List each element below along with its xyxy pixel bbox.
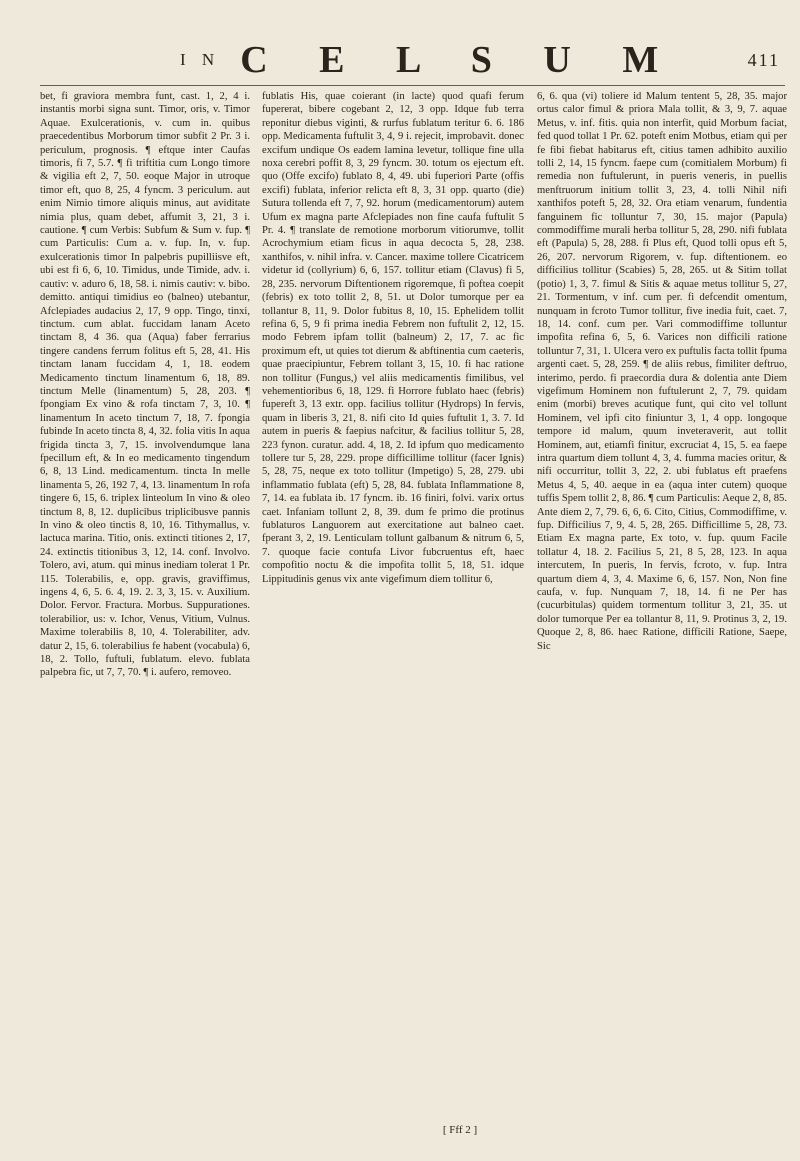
column-text: bet, fi graviora membra funt, cast. 1, 2, 4 i. instantis morbi signa sunt. Timor, oris, v. Timor Aquae. Exulcerationis, v. cum in. quibus praecedentibus Morborum timor subfit 2 Pr. 3 i. periculum, prognosis. ¶ eftque inter Caufas timoris, fi 7, 5.7. ¶ fi triftitia cum Longo timore & vigilia eft 2, 7, 50. eoque Major in utroque timor eft, quo 8, 25, 4 fyncm. 3 periculum. aut enim Nimio timore aliquis minus, aut aviditate nimia plus, quam debet, affumit 3, 21, 3 i. cautione. ¶ cum Verbis: Subfum & Sum v. fup. ¶ cum Particulis: Cum a. v. fup. In, v. fup. exulcerationis timor In palpebris pupilliisve eft, ubi est fi 6, 6, 10. Timidus, unde Timide, adv. i. cautiv: v. aduro 6, 18, 58. i. nimis cautiv: v. bibo. demitto. antiqui timidius eo (balneo) utebantur, Afclepiades audacius 2, 17, 9 opp. Tingo, tinxi, tinctum. cum ablat. fuccidam lanam Aceto tinctam 8, 4 36. qua (Aqua) faber ferrarius tingere candens ferrum folitus eft 5, 28, 41. His tinctam lanam fuccidam 4, 1, 18. eodem Medicamento tinctum linamentum 6, 18, 89. tinctum Melle (linamentum) 5, 28, 203. ¶ fpongiam Ex vino & rofa tinctam 7, 3, 10. ¶ linamentum In aceto tinctum 7, 18, 7. fpongia fubinde In aceto tincta 8, 4, 32. folia vitis In aqua frigida tincta 3, 7, 15. involvendumque lana fpecillum eft, & In eo medicamento tingendum 6, 8, 13 Lind. medicamentum. tincta In melle linamenta 5, 26, 192 7, 4, 13. linamentum In rofa tingere 6, 15, 6. triplex linteolum In vino & oleo tinctum 8, 8, 12. duplicibus triplicibusve pannis In vino & oleo tinctis 8, 10, 16. Tithymallus, v. lactuca marina. Titio, onis. extincti titiones 2, 17, 24. extinctis titionibus 3, 12, 14. conf. Involvo. Tolero, avi, atum. qui minus inediam tolerat 1 Pr. 115. Tolerabilis, e, opp. gravis, graviffimus, ingens 4, 6, 5. 6. 4, 19. 2. 3, 3, 15. v. Auxilium. Dolor. Fervor. Fractura. Morbus. Suppurationes. tolerabilior, us: v. Ichor, Venus, Vitium, Vulnus. Maxime tolerabilis 8, 10, 4. Tolerabiliter, adv. datur 2, 15, 6. tolerabilius fe habent (vocabula) 6, 18, 2. Tollo, fuftuli, fublatum. elevo. fublata palpebra fic, ut 7, 7, 70. ¶ i. aufero, removeo. (40, 91, 250, 679)
header-rule (40, 85, 785, 86)
text-column-left (40, 90, 250, 1145)
signature-mark: [ Fff 2 ] (442, 1124, 478, 1136)
column-text: fublatis His, quae coierant (in lacte) quod quafi ferum fupererat, bibere cogebant 2, 12, 3 opp. Idque fub terra reponitur diebus viginti, & rurfus fublatum teritur 6. 6. 186 opp. Medicamenta fuftulit 3, 4, 9 i. rejecit, improbavit. donec excifum undique Os eadem lamina levetur, tollique fine ulla noxa cerebri poffit 8, 3, 29 fyncm. 30. totum os ejectum eft. quo (Offe excifo) fublato 8, 4, 49. ubi fuperiori Parte (offis excifi) fublata, inferior relicta eft 8, 3, 31 opp. quarto (die) Sutura tollenda eft 7, 7, 92. horum (medicamentorum) autem Ufum ex magna parte Afclepiades non fine caufa fuftulit 5 Pr. 4. ¶ translate de remotione morborum vitiorumve, tollit Acrochymium etiam ficus in aqua decocta 5, 28, 238. xanthifos, v. nihil infra. v. Cancer. maxime tollere Cicatricem videtur id (collyrium) 6, 6, 157. tollitur etiam (Clavus) fi 5, 28, 235. nervorum Diftentionem rigoremque, fi poftea coepit (febris) ex toto tollit 2, 8, 51. ut Dolor tumorque per ea tollantur 8, 11, 9. Dolor fubitus 8, 10, 15. Ephelidem tollit refina 6, 5, 9 fi prima inedia Febrem non fuftulit 2, 12, 15. modo Febrem ipfam tollit (balneum) 2, 17, 7. ac fic proximum eft, ut quies tot dierum & abftinentia cum caeteris, quae praecipiuntur, Febrem tollant 3, 15, 10. fi hac ratione non tollitur (Fungus,) vel aliis medicamentis fimilibus, vel vehementioribus 6, 18, 129. fi Horrore fublato haec (febris) fupereft 3, 13 extr. opp. facilius tollitur (Hydrops) In fervis, quam in liberis 3, 21, 8. nifi cito Id quies fuftulit 1, 3. 7. Id autem in pueris & faepius nafcitur, & facilius tollitur 5, 28, 223 fynon. curatur. add. 4, 18, 2. Id ipfum quo medicamento tollere tur 5, 28, 229. prope difficillime tollitur (facer Ignis) 5, 28, 75, neque ex toto tollitur (Impetigo) 5, 28, 279. ubi inflammatio fublata (eft) 5, 28, 84. fublata Inflammatione 8, 7, 14. ea fublata ib. 17 fyncm. ib. 16 finiri, folvi. varix ortus caet. Infaniam tollunt 2, 8, 39. dum fe primo die protinus fublaturos Languorem aut exercitatione aut balneo caet. fperant 3, 2, 19. Lenticulam tollunt galbanum & nitrum 6, 5, 7. quoque facie contufa Livor fubcruentus eft, haec compofitio noctu & die impofita tollit 5, 18, 51. idque Lippitudinis genus vix ante vigefimum diem tollitur 6, (262, 91, 524, 585)
text-column-middle (262, 90, 524, 1145)
column-text: 6, 6. qua (vi) toliere id Malum tentent 5, 28, 35. major ortus calor fimul & priora Mala tollit, & 3, 9, 7. aquae Metus, v. inf. fitis. quia non interfit, quid Morbum faciat, fed quod tollat 1 Pr. 62. poteft enim Motbus, etiam qui per fe fibi fiebat habitarus eft, citius tamen adhibito auxilio tolli 2, 14, 15 fyncm. faepe cum (comitialem Morbum) fi remedia non fuftulerunt, in pueris veneris, in puellis menftruorum initium tollit 3, 23, 4. tolli Nihil nifi xanthifos poteft 5, 28, 32. Ora etiam venarum, fundentia fanguinem fic tolluntur 7, 30, 15. major (Papula) commodiffime murali herba tollitur 5, 28, 290. nifi fublata eft (Papula) 5, 28, 288. fi Plus eft, Quod tolli opus eft 5, 26, 207. nervorum Rigorem, v. fup. diftentionem. eo difficilius tollitur (Scabies) 5, 28, 265. ut & Sitim tollat (potio) 1, 3, 7. fimul & Sitis & aquae metus tollitur 5, 27, 21. Tormentum, v inf. cum per. fi defcendit omentum, nunquam in fcroto Tumor tollitur, five inedia fuit, caet. 7, 18, 14. conf. cum per. Vari commodiffime tolluntur impofita refina 6, 5, 6. Varices non difficili ratione tolluntur 7, 31, 1. Ulcera vero ex puftulis facta tollit fpuma argenti caet. 5, 28, 259. ¶ de aliis rebus, fimiliter deftruo, interimo, perdo. fi praecordia dura & dolentia ante Diem vigefimum Hominem non fuftulerunt 2, 7, 79. quidam enim (morbi) breves acutique funt, qui cito vel tollunt Hominem, vel ipfi cito finiuntur 3, 1, 4 opp. longoque tempore id malum, quum inveteraverit, aut tollit Hominem, aut, etiamfi finitur, excruciat 4, 15, 5. ea faepe intra quartum diem tollunt 4, 3, 4. fumma macies oritur, & nifi occurritur, tollit 3, 22, 2. ubi fublatus eft praefens Metus 4, 5, 40. aeque in ea (aqua inter cutem) quoque tuffis Spem tollit 2, 8, 86. ¶ cum Particulis: Aeque 2, 8, 85. Ante diem 2, 7, 79. 6, 6, 6. Cito, Citius, Commodiffime, v. fup. Difficilius 7, 9, 4. 5, 28, 265. Difficillime 5, 28, 73. Etiam Ex magna parte, Ex toto, v. fup. quum Facile tollatur 4, 18. 2. Facilius 5, 21, 8 5, 28, 123. In aqua intercutem, In pueris, In fervis, fcroto, v. fup. Intra quartum diem 4, 3, 4. Maxime 6, 6, 157. Non, Non fine caufa, v. fup. Nunquam 7, 18, 14. fi ne Per has (cucurbitulas) quidem tormentum tollitur 3, 21, 35. ut dolor tumorque Per ea tollantur 8, 11, 9. Protinus 3, 2, 19. Quoque 2, 8, 86. haec Ratione, difficili Ratione, Saepe, Sic (537, 91, 787, 652)
header-title: C E L S U M (240, 39, 680, 81)
text-column-right (537, 90, 787, 1145)
page-number: 411 (747, 49, 780, 70)
header-running-letters: I N (180, 50, 221, 69)
page-header (180, 40, 780, 80)
